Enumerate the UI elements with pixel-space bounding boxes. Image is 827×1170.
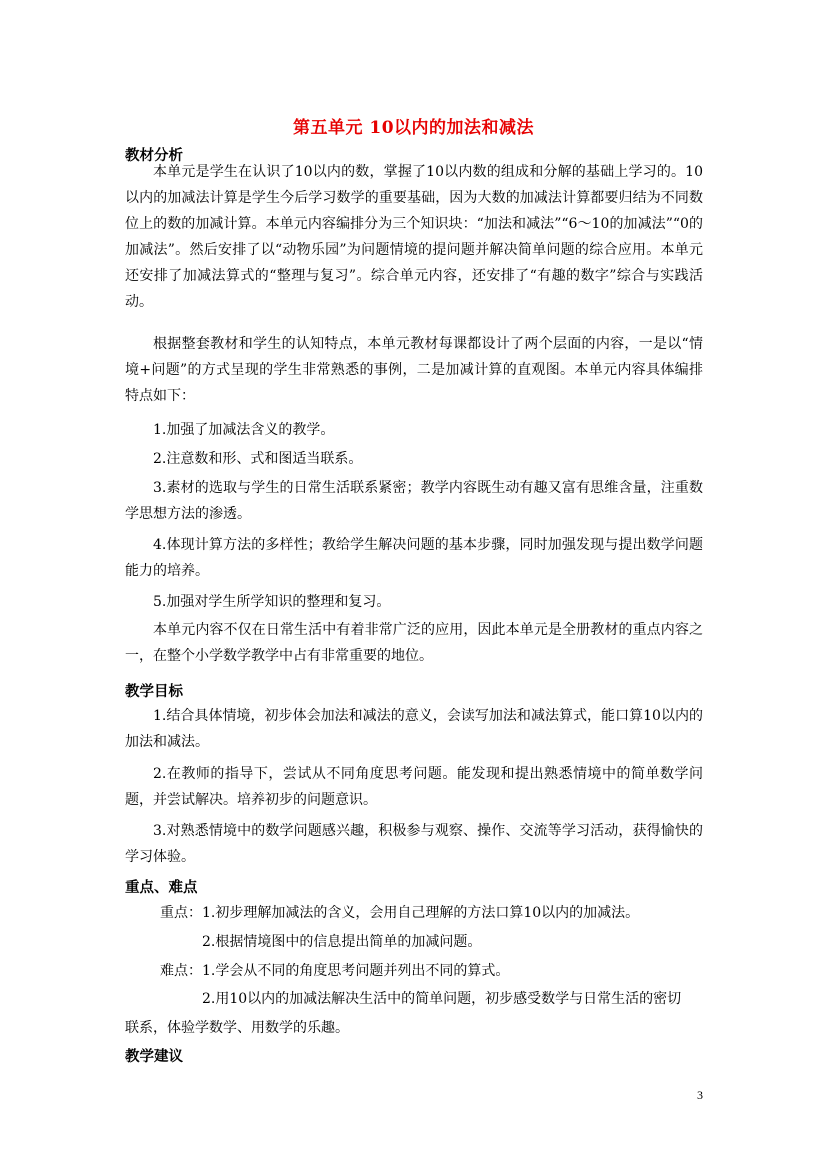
list-item-4: 4.体现计算方法的多样性；教给学生解决问题的基本步骤，同时加强发现与提出数学问题能力的培养。 [125,537,703,579]
list-item-2: 2.注意数和形、式和图适当联系。 [153,451,363,467]
heading-keypoints: 重点、难点 [125,879,198,896]
difficulty-2-line1: 2.用10以内的加减法解决生活中的简单问题，初步感受数学与日常生活的密切 [202,991,682,1007]
difficulty-1: 难点：1.学会从不同的角度思考问题并列出不同的算式。 [160,963,510,979]
heading-analysis: 教材分析 [125,147,183,164]
goal-item-3: 3.对熟悉情境中的数学问题感兴趣，积极参与观察、操作、交流等学习活动，获得愉快的学习体验。 [125,823,703,865]
paragraph-analysis-3: 本单元内容不仅在日常生活中有着非常广泛的应用，因此本单元是全册教材的重点内容之一，在整个小学数学教学中占有非常重要的地位。 [125,622,703,664]
list-item-3: 3.素材的选取与学生的日常生活联系紧密；教学内容既生动有趣又富有思维含量，注重数学思想方法的渗透。 [125,480,703,522]
list-item-1: 1.加强了加减法含义的教学。 [153,422,335,438]
paragraph-analysis-2: 根据整套教材和学生的认知特点，本单元教材每课都设计了两个层面的内容，一是以“情境+问题”的方式呈现的学生非常熟悉的事例，二是加减计算的直观图。本单元内容具体编排特点如下： [125,336,703,404]
page-number: 3 [697,1088,703,1102]
list-item-5: 5.加强对学生所学知识的整理和复习。 [153,594,391,610]
page-title: 第五单元 10以内的加法和减法 [292,118,535,138]
heading-goals: 教学目标 [125,683,183,700]
keypoint-1: 重点：1.初步理解加减法的含义，会用自己理解的方法口算10以内的加减法。 [160,905,640,921]
paragraph-analysis-1: 本单元是学生在认识了10以内的数，掌握了10以内数的组成和分解的基础上学习的。10以内的加减法计算是学生今后学习数学的重要基础，因为大数的加减法计算都要归结为不同数位上的数的加减计算。本单元内容编排分为三个知识块：“加法和减法”“6～10的加减法”“0的加减法”。然后安排了以“动物乐园”为问题情境的提问题并解决简单问题的综合应用。本单元还安排了加减法算式的“整理与复习”。综合单元内容，还安排了“有趣的数字”综合与实践活动。 [125,164,703,310]
goal-item-2: 2.在教师的指导下，尝试从不同角度思考问题。能发现和提出熟悉情境中的简单数学问题，并尝试解决。培养初步的问题意识。 [125,766,703,808]
goal-item-1: 1.结合具体情境，初步体会加法和减法的意义，会读写加法和减法算式，能口算10以内的加法和减法。 [125,708,703,750]
difficulty-2-line2: 联系，体验学数学、用数学的乐趣。 [125,1020,349,1036]
keypoint-2: 2.根据情境图中的信息提出简单的加减问题。 [202,934,482,950]
heading-suggestions: 教学建议 [125,1048,183,1065]
